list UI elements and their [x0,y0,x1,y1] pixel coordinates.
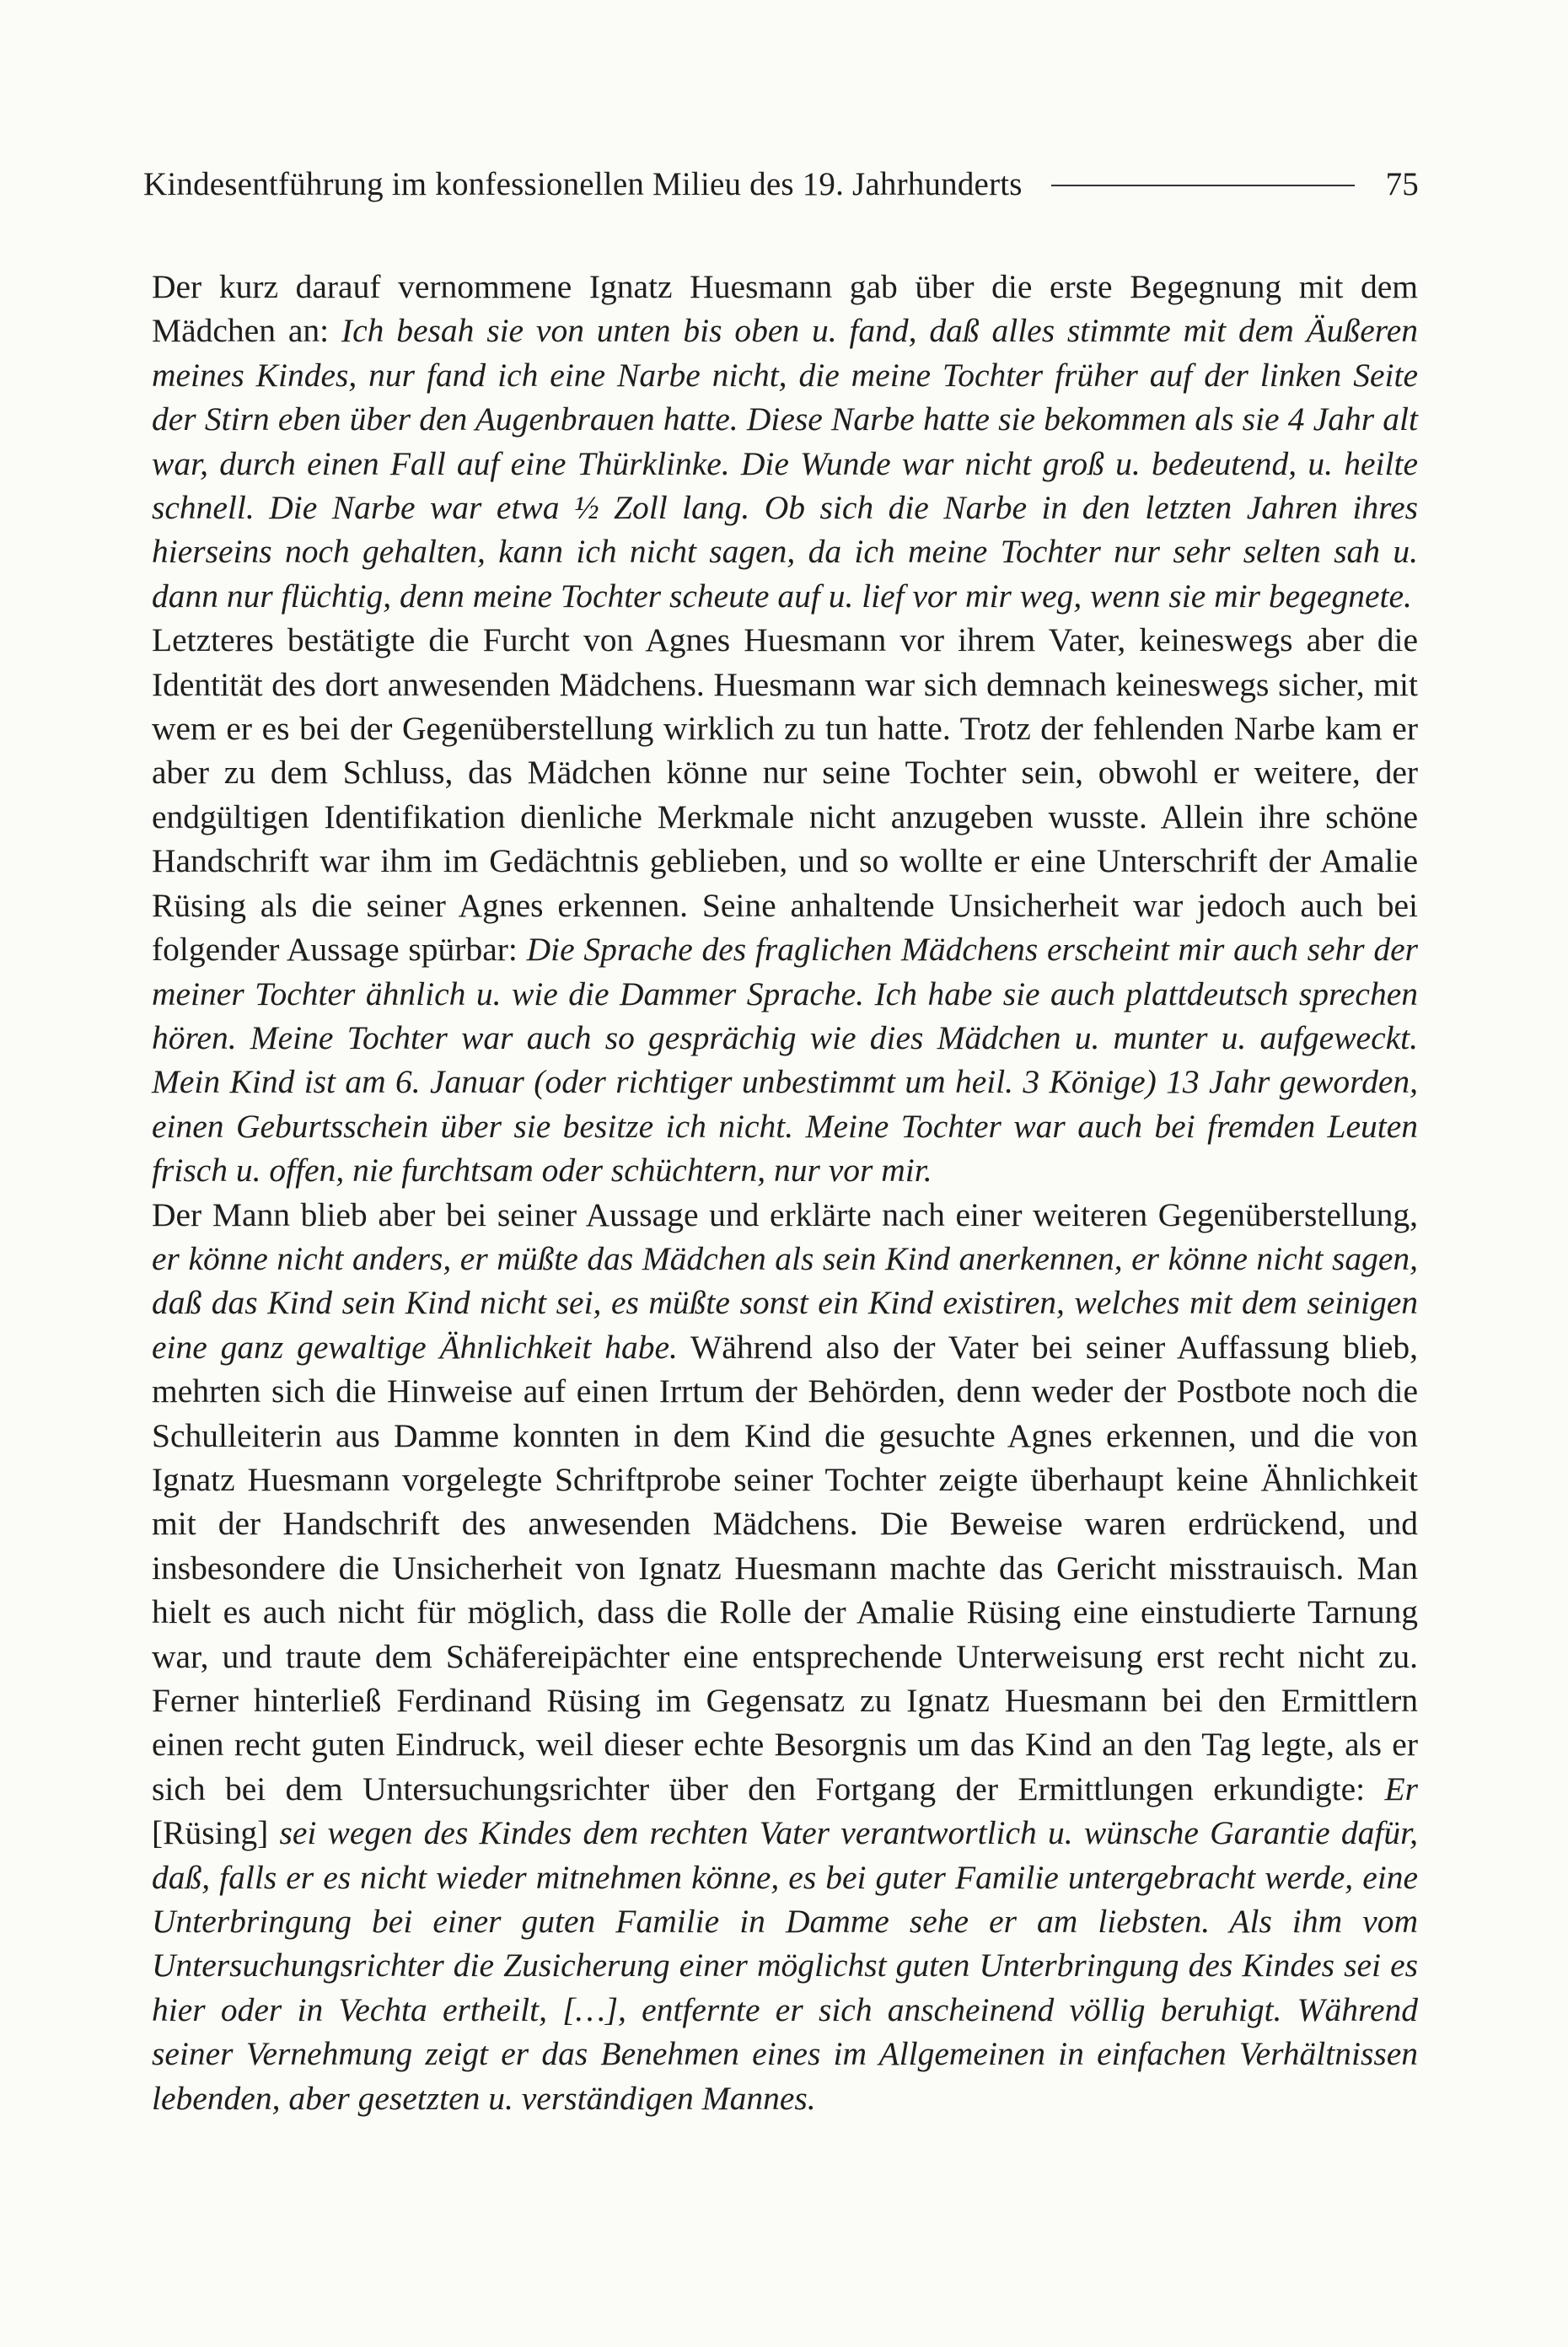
paragraph [152,265,1418,618]
text-run: [Rüsing] [152,1814,280,1852]
header-rule [1051,185,1355,186]
running-header [143,157,1419,211]
running-title: Kindesentführung im konfessionellen Milieu des 19. Jahrhunderts [143,165,1023,202]
text-run: Während also der Vater bei seiner Auffassung blieb, mehrten sich die Hinweise auf einen Irrtum der Behörden, denn weder der Postbote noch die Schulleiterin aus Damme konnten in dem Kind die gesuchte Agnes erkennen, und die von Ignatz Huesmann vorgelegte Schriftprobe seiner Tochter zeigte überhaupt keine Ähnlichkeit mit der Handschrift des anwesenden Mädchens. Die Beweise waren erdrückend, und insbesondere die Unsicherheit von Ignatz Huesmann machte das Gericht misstrauisch. Man hielt es auch nicht für möglich, dass die Rolle der Amalie Rüsing eine einstudierte Tarnung war, und traute dem Schäfereipächter eine entsprechende Unterweisung erst recht nicht zu. Ferner hinterließ Ferdinand Rüsing im Gegensatz zu Ignatz Huesmann bei den Ermittlern einen recht guten Eindruck, weil dieser echte Besorgnis um das Kind an den Tag legte, als er sich bei dem Untersuchungsrichter über den Fortgang der Ermittlungen erkundigte: [152,1328,1418,1807]
quote-run: er könne nicht anders, er müßte das Mädchen als sein Kind anerkennen, er könne nicht sagen, daß das Kind sein Kind nicht sei, es müßte sonst ein Kind existiren, welches mit dem seinigen eine ganz gewaltige Ähnlichkeit habe. [152,1239,1418,1366]
paragraph [152,618,1418,1192]
quote-run: Er [1384,1770,1418,1807]
paragraph [152,1193,1418,2121]
page-number: 75 [1385,165,1419,202]
text-run: Der kurz darauf vernommene Ignatz Huesmann gab über die erste Begegnung mit dem Mädchen an: [152,268,1418,350]
quote-run: Ich besah sie von unten bis oben u. fand, daß alles stimmte mit dem Äußeren meines Kindes, nur fand ich eine Narbe nicht, die meine Tochter früher auf der linken Seite der Stirn eben über den Augenbrauen hatte. Diese Narbe hatte sie bekommen als sie 4 Jahr alt war, durch einen Fall auf eine Thürklinke. Die Wunde war nicht groß u. bedeutend, u. heilte schnell. Die Narbe war etwa ½ Zoll lang. Ob sich die Narbe in den letzten Jahren ihres hierseins noch gehalten, kann ich nicht sagen, da ich meine Tochter nur sehr selten sah u. dann nur flüchtig, denn meine Tochter scheute auf u. lief vor mir weg, wenn sie mir begegnete. [152,312,1418,615]
quote-run: sei wegen des Kindes dem rechten Vater verantwortlich u. wünsche Garantie dafür, daß, falls er es nicht wieder mitnehmen könne, es bei guter Familie untergebracht werde, eine Unterbringung bei einer guten Familie in Damme sehe er am liebsten. Als ihm vom Untersuchungsrichter die Zusicherung einer möglichst guten Unterbringung des Kindes sei es hier oder in Vechta ertheilt, […], entfernte er sich anscheinend völlig beruhigt. Während seiner Vernehmung zeigt er das Benehmen eines im Allgemeinen in einfachen Verhältnissen lebenden, aber gesetzten u. verständigen Mannes. [152,1814,1419,2117]
body-text [152,265,1418,2120]
text-run: Letzteres bestätigte die Furcht von Agnes Huesmann vor ihrem Vater, keineswegs aber die Identität des dort anwesenden Mädchens. Huesmann war sich demnach keineswegs sicher, mit wem er es bei der Gegenüberstellung wirklich zu tun hatte. Trotz der fehlenden Narbe kam er aber zu dem Schluss, das Mädchen könne nur seine Tochter sein, obwohl er weitere, der endgültigen Identifikation dienliche Merkmale nicht anzugeben wusste. Allein ihre schöne Handschrift war ihm im Gedächtnis geblieben, und so wollte er eine Unterschrift der Amalie Rüsing als die seiner Agnes erkennen. Seine anhaltende Unsicherheit war jedoch auch bei folgender Aussage spürbar: [152,621,1418,969]
text-run: Der Mann blieb aber bei seiner Aussage und erklärte nach einer weiteren Gegenüberstellung, [152,1195,1418,1233]
quote-run: Die Sprache des fraglichen Mädchens erscheint mir auch sehr der meiner Tochter ähnlich u. wie die Dammer Sprache. Ich habe sie auch plattdeutsch sprechen hören. Meine Tochter war auch so gesprächig wie dies Mädchen u. munter u. aufgeweckt. Mein Kind ist am 6. Januar (oder richtiger unbestimmt um heil. 3 Könige) 13 Jahr geworden, einen Geburtsschein über sie besitze ich nicht. Meine Tochter war auch bei fremden Leuten frisch u. offen, nie furchtsam oder schüchtern, nur vor mir. [152,931,1418,1190]
